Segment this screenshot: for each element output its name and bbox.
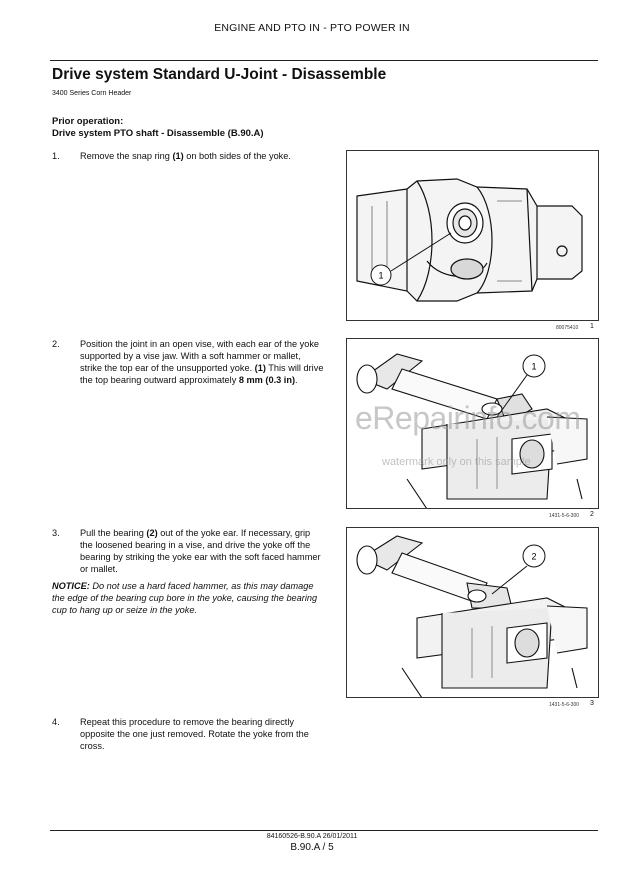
figure-3-bearing-removal xyxy=(346,527,599,698)
figure-1-caption: 80075410 xyxy=(556,325,579,331)
prior-operation-link[interactable]: Drive system PTO shaft - Disassemble (B.90.A) xyxy=(52,128,264,139)
step-number: 2. xyxy=(52,339,60,349)
notice xyxy=(52,580,324,616)
figure-3-caption: 1431-5-6-300 xyxy=(549,702,580,708)
figure-1-ujoint-yoke xyxy=(346,150,599,321)
callout-label: 1 xyxy=(531,361,537,372)
callout-label: 1 xyxy=(378,270,384,281)
step-text: Remove the snap ring (1) on both sides of the yoke. xyxy=(80,151,291,161)
notice-label: NOTICE: xyxy=(52,581,90,591)
section-title: Drive system Standard U-Joint - Disassemble xyxy=(52,66,387,83)
bearing-illustration xyxy=(347,528,599,698)
header-rule xyxy=(50,60,598,61)
ujoint-illustration xyxy=(347,151,599,321)
figure-3-number: 3 xyxy=(590,700,594,707)
notice-text: Do not use a hard faced hammer, as this may damage the edge of the bearing cup bore in the yoke, causing the bearing cup to hang up or seize in the yoke. xyxy=(52,581,318,615)
watermark: eRepairinfo.com xyxy=(355,400,581,436)
prior-operation-label: Prior operation: xyxy=(52,116,124,127)
step-text: Position the joint in an open vise, with each ear of the yoke supported by a vise jaw. With a soft hammer or mallet, strike the top ear of the unsupported yoke. (1) This will drive the top bearing outward approximately 8 mm (0.3 in). xyxy=(80,339,324,385)
callout-label: 2 xyxy=(531,551,537,562)
prior-operation xyxy=(52,116,264,140)
step-text: Repeat this procedure to remove the bearing directly opposite the one just removed. Rotate the yoke from the cross. xyxy=(80,717,309,751)
footer-page-ref: B.90.A / 5 xyxy=(290,842,334,853)
step-number: 4. xyxy=(52,717,60,727)
step-text: Pull the bearing (2) out of the yoke ear. If necessary, grip the loosened bearing in a vise, and drive the yoke off the bearing by striking the yoke ear with the soft faced hammer or mallet. xyxy=(80,528,321,574)
step-number: 3. xyxy=(52,528,60,538)
figure-2-caption: 1431-5-6-300 xyxy=(549,513,580,519)
footer-doc-code: 84160526-B.90.A 26/01/2011 xyxy=(266,833,358,840)
footer-rule xyxy=(50,830,598,831)
figure-1-number: 1 xyxy=(590,323,594,330)
figure-2-number: 2 xyxy=(590,511,594,518)
step-number: 1. xyxy=(52,151,60,161)
watermark-subtext: watermark only on this sample xyxy=(382,456,531,468)
series-label: 3400 Series Corn Header xyxy=(52,90,132,97)
running-header: ENGINE AND PTO IN - PTO POWER IN xyxy=(214,22,410,34)
